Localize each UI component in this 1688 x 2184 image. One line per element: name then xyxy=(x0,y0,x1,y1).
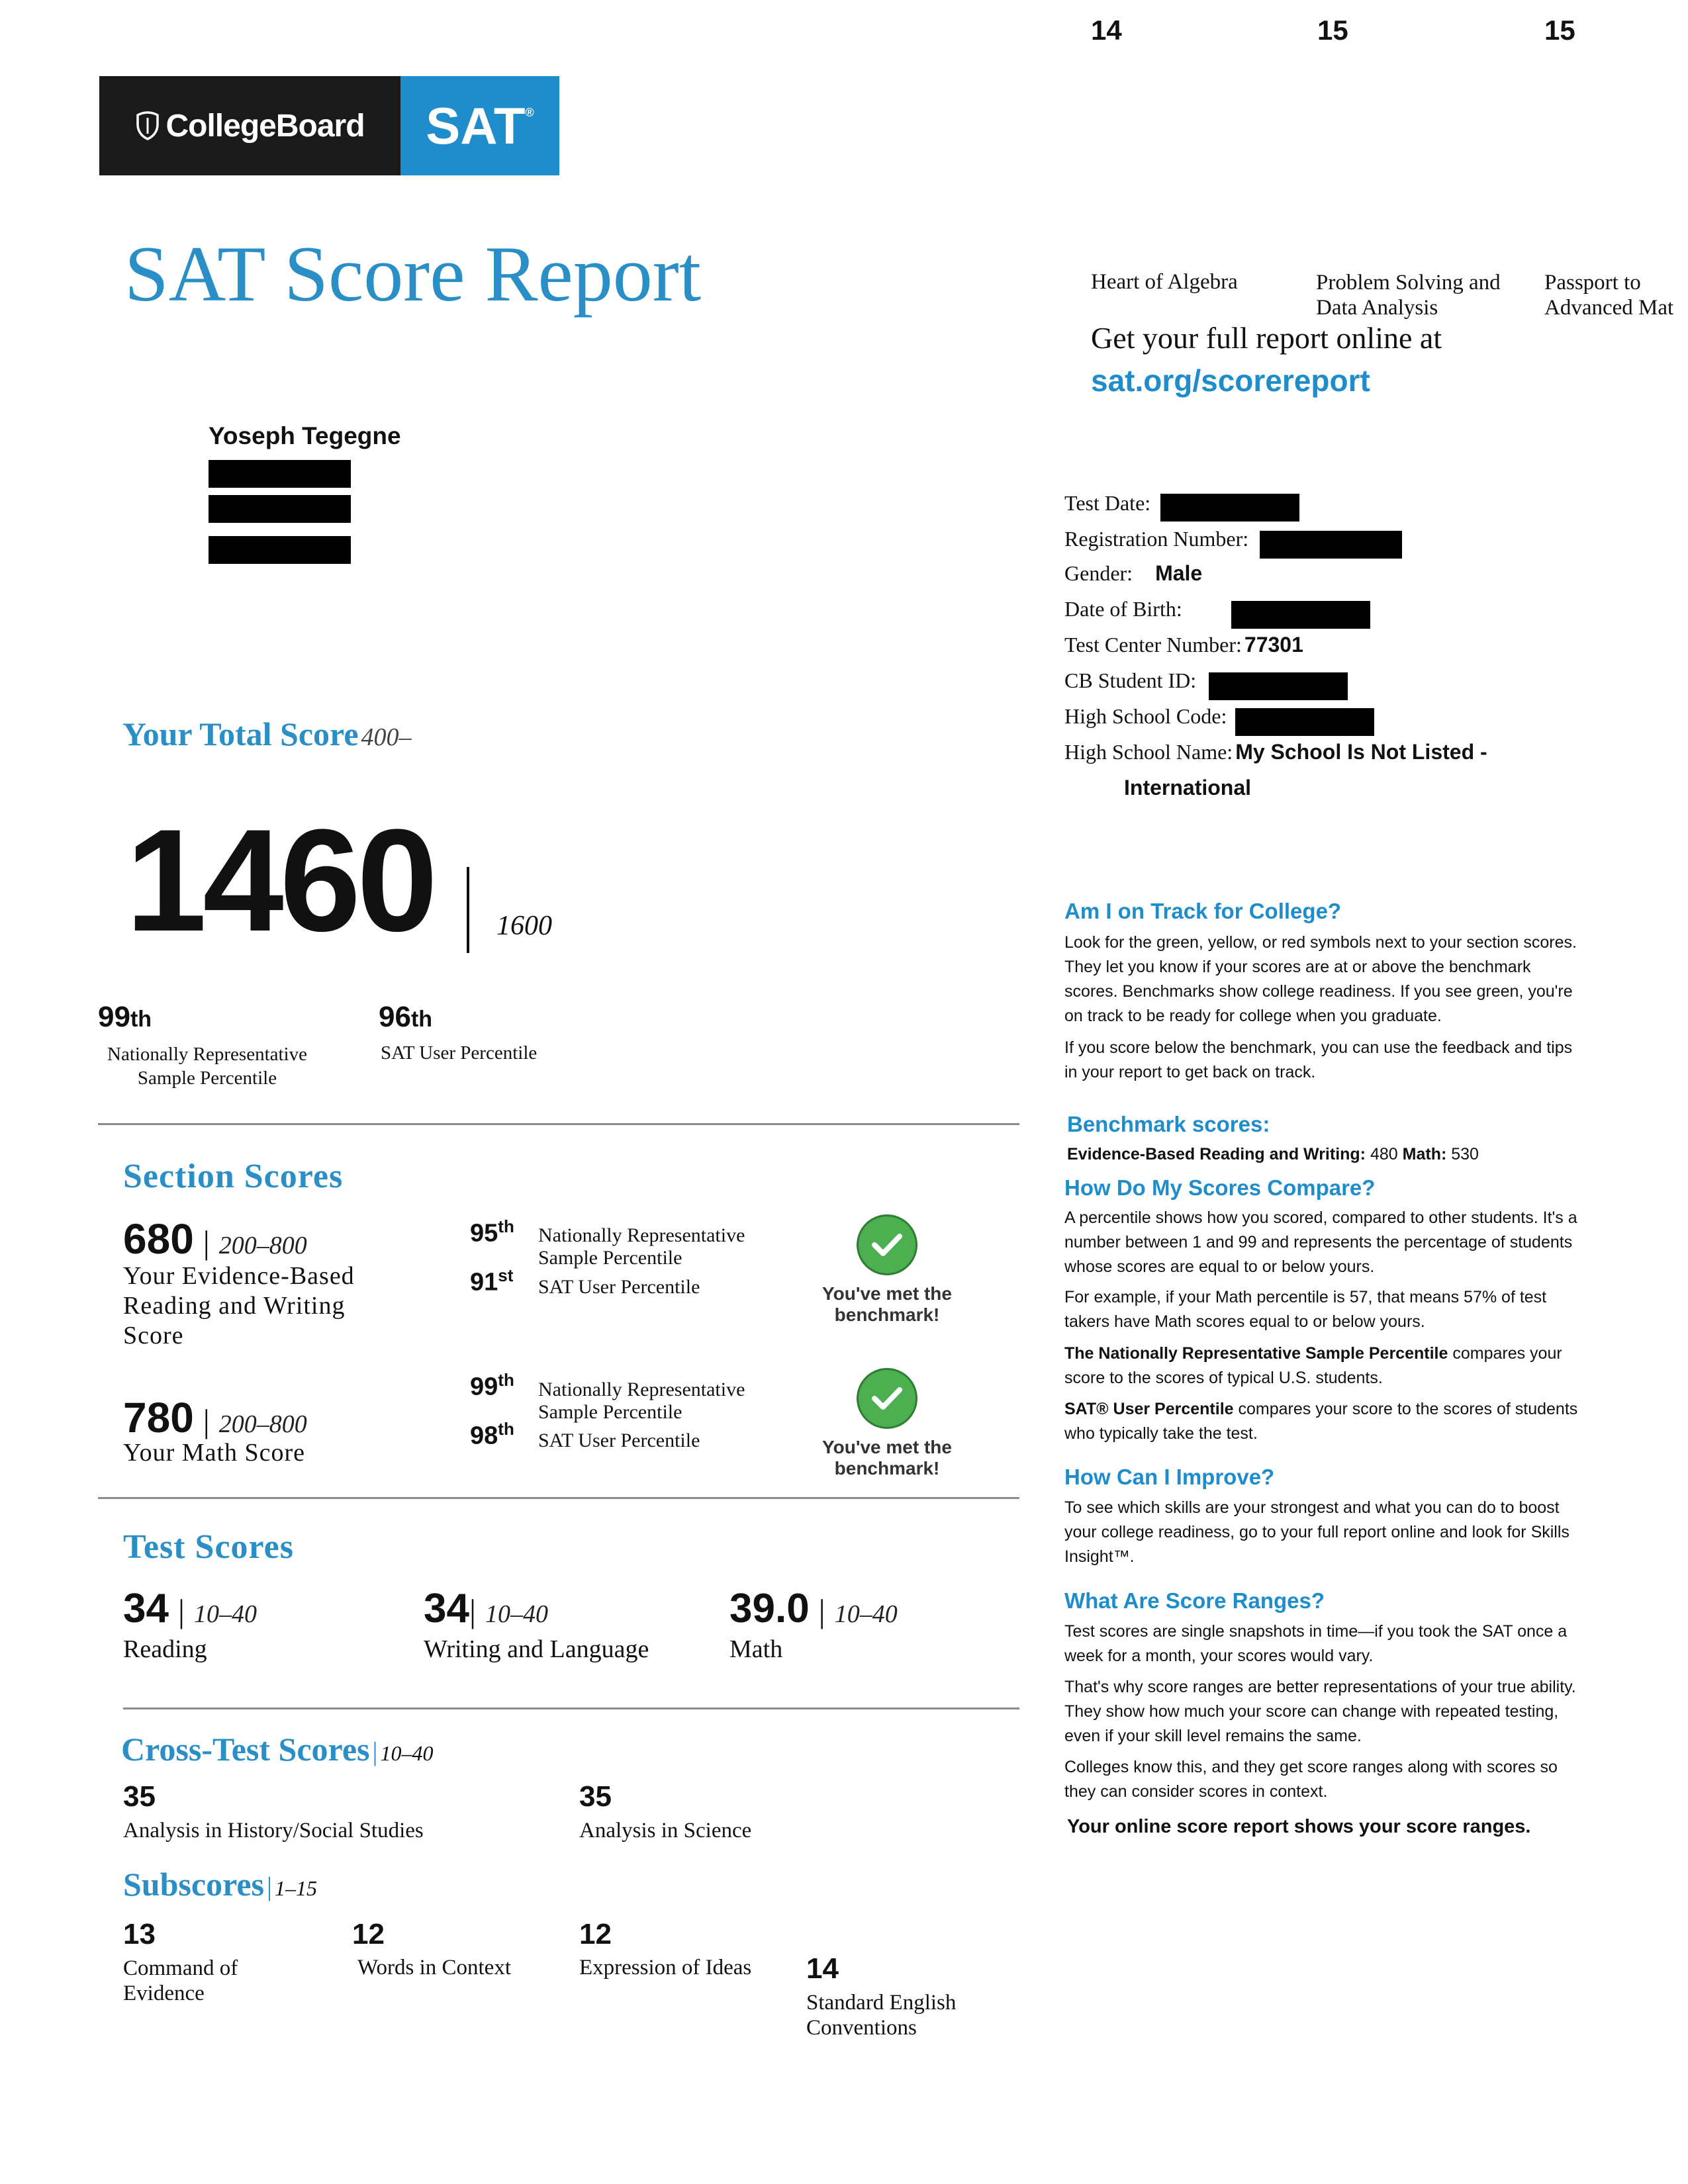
brand-name: CollegeBoard xyxy=(165,108,365,144)
online-url-link[interactable]: sat.org/scorereport xyxy=(1091,363,1370,398)
info-row-test-date: Test Date: xyxy=(1064,491,1151,515)
top-number-3: 15 xyxy=(1544,15,1575,46)
divider xyxy=(98,1497,1019,1499)
top-label-passport: Passport to Advanced Mat xyxy=(1544,271,1674,320)
subscores-heading: Subscores | 1–15 xyxy=(123,1866,318,1903)
compare-paragraph-3: The Nationally Representative Sample Percentile compares your score to the scores of typical U.S. students. xyxy=(1064,1344,1562,1387)
divider xyxy=(98,1123,1019,1125)
info-row-test-center: Test Center Number: 77301 xyxy=(1064,633,1303,657)
test-score-reading-label: Reading xyxy=(123,1635,207,1663)
total-divider xyxy=(467,867,469,953)
math-pct2: 98th xyxy=(470,1419,514,1450)
ebrw-range: 200–800 xyxy=(218,1232,307,1259)
subscore-words-score: 12 xyxy=(352,1918,385,1950)
top-label-heart-of-algebra: Heart of Algebra xyxy=(1091,270,1238,294)
math-benchmark xyxy=(804,1368,970,1494)
total-range-high: 1600 xyxy=(496,911,552,941)
subscores-range: 1–15 xyxy=(275,1876,318,1900)
subscore-expression-label: Expression of Ideas xyxy=(579,1956,752,1979)
redaction-bar xyxy=(209,460,351,488)
cross-test-history-score: 35 xyxy=(123,1780,156,1813)
test-score-writing-label: Writing and Language xyxy=(424,1635,649,1663)
redaction-bar xyxy=(209,536,351,564)
math-label: Your Math Score xyxy=(123,1439,306,1467)
benchmark-heading: Benchmark scores: xyxy=(1067,1112,1270,1136)
total-pct2: 96th xyxy=(379,1001,433,1033)
track-paragraph-1: Look for the green, yellow, or red symbols next to your section scores. They let you know if your scores are at or above the benchmark scores. Benchmarks show college readiness. If you see green, you're on track to be ready for college when you graduate. xyxy=(1064,933,1577,1025)
math-pct1-label: Nationally Representative Sample Percentile xyxy=(538,1379,745,1423)
math-score-value: 780 xyxy=(123,1394,194,1441)
info-row-hs-name: High School Name: My School Is Not Listed - xyxy=(1064,740,1487,764)
improve-heading: How Can I Improve? xyxy=(1064,1465,1275,1489)
total-range-low: 400– xyxy=(361,723,412,751)
subscore-expression-score: 12 xyxy=(579,1918,612,1950)
ranges-paragraph-2: That's why score ranges are better representations of your true ability. They show how much your score can change with repeated testing, even if your skill level remains the same. xyxy=(1064,1678,1576,1745)
info-row-hs-code: High School Code: xyxy=(1064,704,1227,728)
ebrw-benchmark xyxy=(804,1214,970,1340)
math-benchmark-text: You've met the benchmark! xyxy=(822,1437,952,1479)
test-score-math-label: Math xyxy=(729,1635,783,1663)
total-score: 1460 xyxy=(126,799,434,962)
ebrw-pct2-label: SAT User Percentile xyxy=(538,1276,700,1298)
cross-test-science-score: 35 xyxy=(579,1780,612,1813)
total-pct1: 99th xyxy=(98,1001,152,1033)
math-pct1: 99th xyxy=(470,1370,514,1401)
cross-test-range: 10–40 xyxy=(380,1741,434,1765)
collegeboard-logo xyxy=(99,76,400,175)
page-title: SAT Score Report xyxy=(124,230,702,318)
ebrw-pct1-label: Nationally Representative Sample Percentile xyxy=(538,1224,745,1269)
checkmark-icon xyxy=(857,1214,917,1275)
ebrw-label: Your Evidence-Based Reading and Writing Score xyxy=(123,1262,355,1349)
divider xyxy=(123,1707,1019,1709)
total-score-heading xyxy=(122,715,412,753)
ranges-heading: What Are Score Ranges? xyxy=(1064,1588,1325,1613)
math-pct2-label: SAT User Percentile xyxy=(538,1430,700,1451)
ranges-bold-note: Your online score report shows your score ranges. xyxy=(1067,1816,1531,1837)
math-range: 200–800 xyxy=(218,1410,307,1438)
top-label-problem-solving: Problem Solving and Data Analysis xyxy=(1316,271,1501,320)
top-number-1: 14 xyxy=(1091,15,1122,46)
subscore-command-score: 13 xyxy=(123,1918,156,1950)
section-scores-heading: Section Scores xyxy=(123,1158,344,1195)
test-score-reading: 34 | 10–40 xyxy=(123,1586,257,1631)
info-row-dob: Date of Birth: xyxy=(1064,597,1182,621)
online-prompt: Get your full report online at xyxy=(1091,321,1442,355)
compare-heading: How Do My Scores Compare? xyxy=(1064,1175,1376,1200)
total-pct1-label: Nationally Representative Sample Percentile xyxy=(107,1044,307,1089)
checkmark-icon xyxy=(857,1368,917,1429)
test-score-math: 39.0 | 10–40 xyxy=(729,1586,898,1631)
total-pct2-label: SAT User Percentile xyxy=(381,1042,538,1064)
subscore-conventions-label: Standard English Conventions xyxy=(806,1991,957,2040)
student-name: Yoseph Tegegne xyxy=(209,422,401,449)
cross-test-science-label: Analysis in Science xyxy=(579,1819,752,1843)
redaction-bar xyxy=(1160,494,1299,522)
redaction-bar xyxy=(1209,672,1348,700)
ebrw-pct2: 91st xyxy=(470,1265,514,1297)
ranges-paragraph-3: Colleges know this, and they get score ranges along with scores so they can consider scores in context. xyxy=(1064,1758,1558,1801)
cross-test-history-label: Analysis in History/Social Studies xyxy=(123,1819,424,1843)
benchmark-values: Evidence-Based Reading and Writing: 480 Math: 530 xyxy=(1067,1145,1479,1163)
ebrw-score-value: 680 xyxy=(123,1215,194,1263)
compare-paragraph-1: A percentile shows how you scored, compared to other students. It's a number between 1 and 99 and represents the percentage of students whose scores are equal to or below yours. xyxy=(1064,1208,1577,1276)
compare-paragraph-4: SAT® User Percentile compares your score to the scores of students who typically take the test. xyxy=(1064,1400,1578,1443)
subscore-conventions-score: 14 xyxy=(806,1952,839,1985)
sat-logo-text: SAT xyxy=(426,96,526,155)
top-number-2: 15 xyxy=(1317,15,1348,46)
info-row-gender: Gender: Male xyxy=(1064,561,1203,585)
improve-paragraph: To see which skills are your strongest and what you can do to boost your college readiness, go to your full report online and look for Skills Insight™. xyxy=(1064,1498,1570,1566)
subscore-words-label: Words in Context xyxy=(357,1956,511,1979)
redaction-bar xyxy=(1260,531,1402,559)
cross-test-heading: Cross-Test Scores | 10–40 xyxy=(121,1731,434,1768)
track-paragraph-2: If you score below the benchmark, you can use the feedback and tips in your report to get back on track. xyxy=(1064,1038,1573,1081)
test-score-writing: 34| 10–40 xyxy=(424,1586,548,1631)
info-hs-name-cont: International xyxy=(1124,776,1252,799)
ebrw-benchmark-text: You've met the benchmark! xyxy=(822,1283,952,1325)
ebrw-pct1: 95th xyxy=(470,1216,514,1248)
ranges-paragraph-1: Test scores are single snapshots in time—if you took the SAT once a week for a month, your scores would vary. xyxy=(1064,1622,1568,1665)
info-row-registration: Registration Number: xyxy=(1064,527,1249,551)
redaction-bar xyxy=(1235,708,1374,736)
test-scores-heading: Test Scores xyxy=(123,1528,294,1566)
track-heading: Am I on Track for College? xyxy=(1064,899,1342,923)
redaction-bar xyxy=(1231,601,1370,629)
total-score-title: Your Total Score xyxy=(122,715,359,752)
sat-logo: SAT ® xyxy=(400,76,559,175)
math-score: 780 | 200–800 xyxy=(123,1394,307,1441)
compare-paragraph-2: For example, if your Math percentile is 57, that means 57% of test takers have Math scores equal to or below yours. xyxy=(1064,1288,1547,1331)
info-row-cb-id: CB Student ID: xyxy=(1064,668,1197,692)
acorn-shield-icon xyxy=(135,111,160,140)
subscore-command-label: Command of Evidence xyxy=(123,1956,238,2005)
ebrw-score: 680 | 200–800 xyxy=(123,1215,307,1263)
redaction-bar xyxy=(209,495,351,523)
